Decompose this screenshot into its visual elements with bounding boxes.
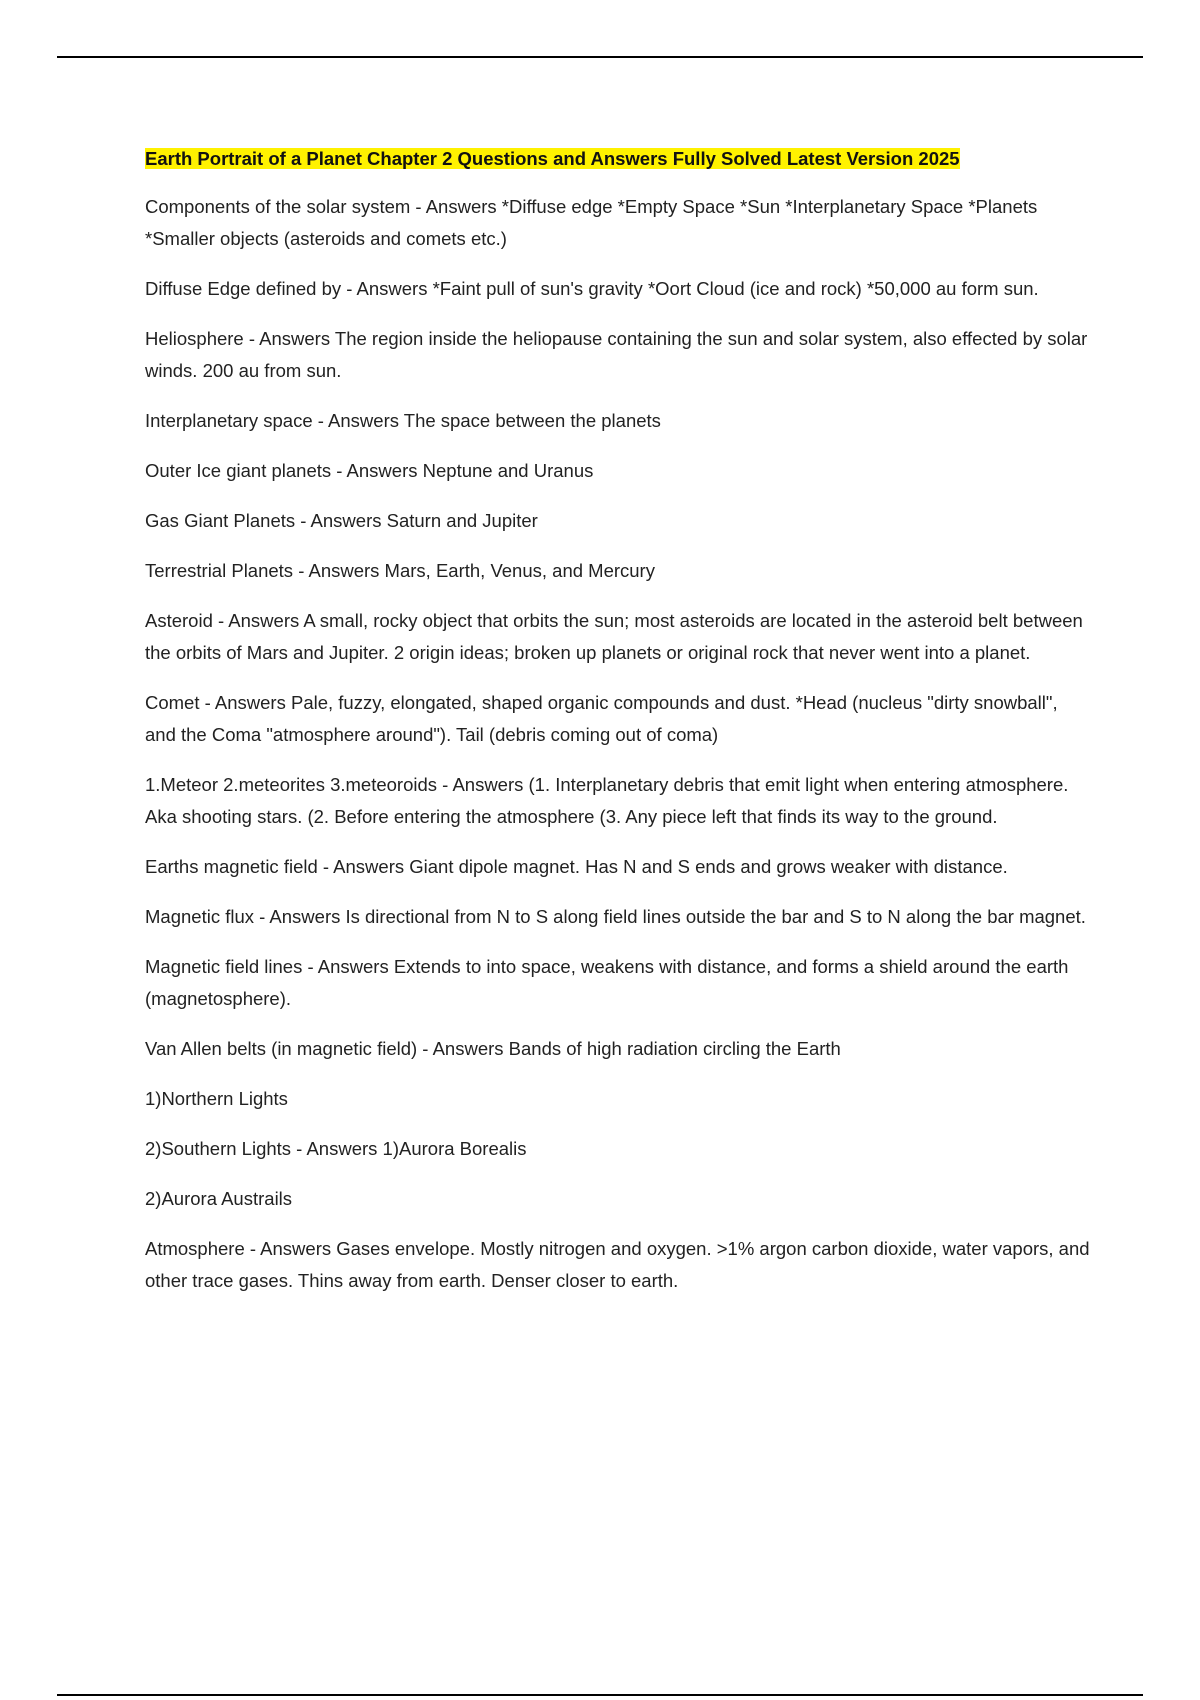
qa-entry: Earths magnetic field - Answers Giant dipole magnet. Has N and S ends and grows weaker with distance. xyxy=(145,856,1008,877)
qa-entry: 1.Meteor 2.meteorites 3.meteoroids - Answers (1. Interplanetary debris that emit light when entering atmosphere. Aka shooting stars. (2. Before entering the atmosphere (3. Any piece left that finds its way to the ground. xyxy=(145,774,1069,827)
qa-list xyxy=(145,191,1090,1297)
qa-entry: Comet - Answers Pale, fuzzy, elongated, shaped organic compounds and dust. *Head (nucleus "dirty snowball", and the Coma "atmosphere around"). Tail (debris coming out of coma) xyxy=(145,692,1058,745)
qa-entry: Outer Ice giant planets - Answers Neptune and Uranus xyxy=(145,460,594,481)
qa-entry: 2)Southern Lights - Answers 1)Aurora Borealis xyxy=(145,1138,527,1159)
qa-entry: Gas Giant Planets - Answers Saturn and Jupiter xyxy=(145,510,538,531)
qa-entry: Diffuse Edge defined by - Answers *Faint pull of sun's gravity *Oort Cloud (ice and rock) *50,000 au form sun. xyxy=(145,278,1039,299)
title-block xyxy=(145,145,1090,173)
document-title: Earth Portrait of a Planet Chapter 2 Questions and Answers Fully Solved Latest Version 2025 xyxy=(145,148,960,169)
qa-entry: 2)Aurora Austrails xyxy=(145,1188,293,1209)
qa-entry: Magnetic field lines - Answers Extends to into space, weakens with distance, and forms a shield around the earth (magnetosphere). xyxy=(145,956,1069,1009)
document-body xyxy=(145,145,1090,1315)
qa-entry: Atmosphere - Answers Gases envelope. Mostly nitrogen and oxygen. >1% argon carbon dioxide, water vapors, and other trace gases. Thins away from earth. Denser closer to earth. xyxy=(145,1238,1090,1291)
qa-entry: Terrestrial Planets - Answers Mars, Earth, Venus, and Mercury xyxy=(145,560,655,581)
qa-entry: Interplanetary space - Answers The space between the planets xyxy=(145,410,661,431)
qa-entry: Magnetic flux - Answers Is directional from N to S along field lines outside the bar and S to N along the bar magnet. xyxy=(145,906,1086,927)
qa-entry: Asteroid - Answers A small, rocky object that orbits the sun; most asteroids are located in the asteroid belt between the orbits of Mars and Jupiter. 2 origin ideas; broken up planets or original rock that never went into a planet. xyxy=(145,610,1083,663)
qa-entry: Van Allen belts (in magnetic field) - Answers Bands of high radiation circling the Earth xyxy=(145,1038,841,1059)
qa-entry: Components of the solar system - Answers *Diffuse edge *Empty Space *Sun *Interplanetary Space *Planets *Smaller objects (asteroids and comets etc.) xyxy=(145,196,1038,249)
page-top-rule xyxy=(57,56,1143,58)
qa-entry: 1)Northern Lights xyxy=(145,1088,288,1109)
qa-entry: Heliosphere - Answers The region inside the heliopause containing the sun and solar system, also effected by solar winds. 200 au from sun. xyxy=(145,328,1088,381)
page-bottom-rule xyxy=(57,1694,1143,1696)
